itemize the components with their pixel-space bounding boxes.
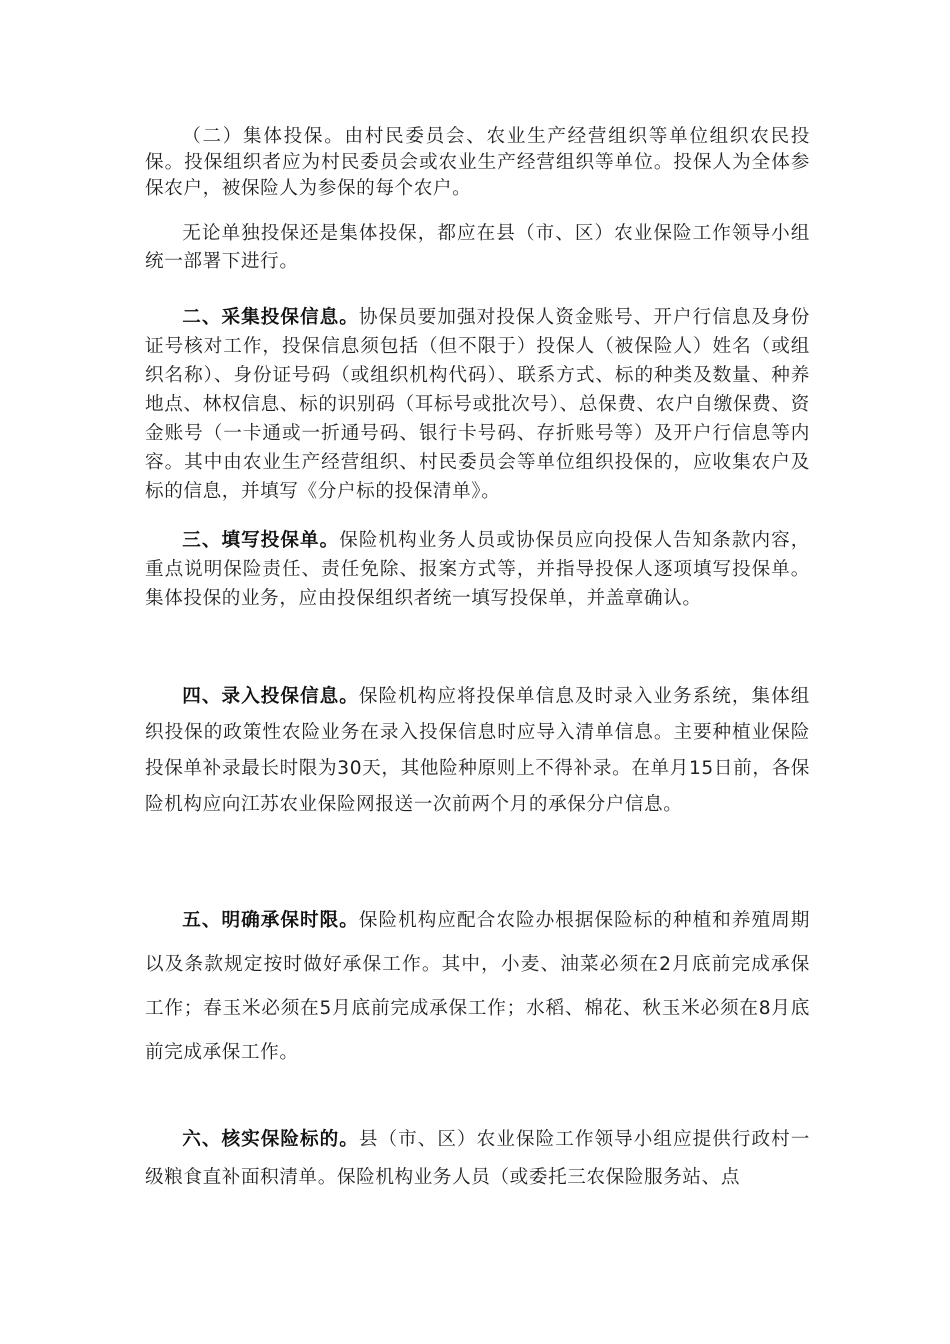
section-text-time-limit: 保险机构应配合农险办根据保险标的种植和养殖周期以及条款规定按时做好承保工作。其中，小麦、油菜必须在2月底前完成承保工作；春玉米必须在5月底前完成承保工作；水稻、棉花、秋玉米必须在8月底前完成承保工作。 <box>145 910 810 1063</box>
section-heading-collect-info: 二、采集投保信息。 <box>182 307 359 328</box>
section-text-fill-form: 保险机构业务人员或协保员应向投保人告知条款内容，重点说明保险责任、责任免除、报案方式等，并指导投保人逐项填写投保单。集体投保的业务，应由投保组织者统一填写投保单，并盖章确认。 <box>145 530 810 609</box>
paragraph-text: 无论单独投保还是集体投保，都应在县（市、区）农业保险工作领导小组统一部署下进行。 <box>145 223 810 272</box>
paragraph-collective-insurance <box>145 124 810 202</box>
paragraph-unified-deployment <box>145 220 810 276</box>
section-fill-form <box>145 526 810 613</box>
section-text-enter-info: 保险机构应将投保单信息及时录入业务系统，集体组织投保的政策性农险业务在录入投保信息时应导入清单信息。主要种植业保险投保单补录最长时限为30天，其他险种原则上不得补录。在单月15日前，各保险机构应向江苏农业保险网报送一次前两个月的承保分户信息。 <box>145 686 810 815</box>
section-heading-verify-subject: 六、核实保险标的。 <box>182 1129 359 1150</box>
section-heading-enter-info: 四、录入投保信息。 <box>182 686 359 707</box>
section-verify-subject <box>145 1121 810 1197</box>
section-enter-info <box>145 679 810 823</box>
section-time-limit <box>145 899 810 1075</box>
section-text-collect-info: 协保员要加强对投保人资金账号、开户行信息及身份证号核对工作，投保信息须包括（但不限于）投保人（被保险人）姓名（或组织名称）、身份证号码（或组织机构代码）、联系方式、标的种类及数量、种养地点、林权信息、标的识别码（耳标号或批次号）、总保费、农户自缴保费、资金账号（一卡通或一折通号码、银行卡号码、存折账号等）及开户行信息等内容。其中由农业生产经营组织、村民委员会等单位组织投保的，应收集农户及标的信息，并填写《分户标的投保清单》。 <box>145 307 810 502</box>
paragraph-text: （二）集体投保。由村民委员会、农业生产经营组织等单位组织农民投保。投保组织者应为村民委员会或农业生产经营组织等单位。投保人为全体参保农户，被保险人为参保的每个农户。 <box>145 126 810 199</box>
section-heading-time-limit: 五、明确承保时限。 <box>182 910 359 931</box>
section-collect-info <box>145 303 810 506</box>
section-heading-fill-form: 三、填写投保单。 <box>182 530 340 551</box>
section-text-verify-subject: 县（市、区）农业保险工作领导小组应提供行政村一级粮食直补面积清单。保险机构业务人员（或委托三农保险服务站、点 <box>145 1129 810 1188</box>
